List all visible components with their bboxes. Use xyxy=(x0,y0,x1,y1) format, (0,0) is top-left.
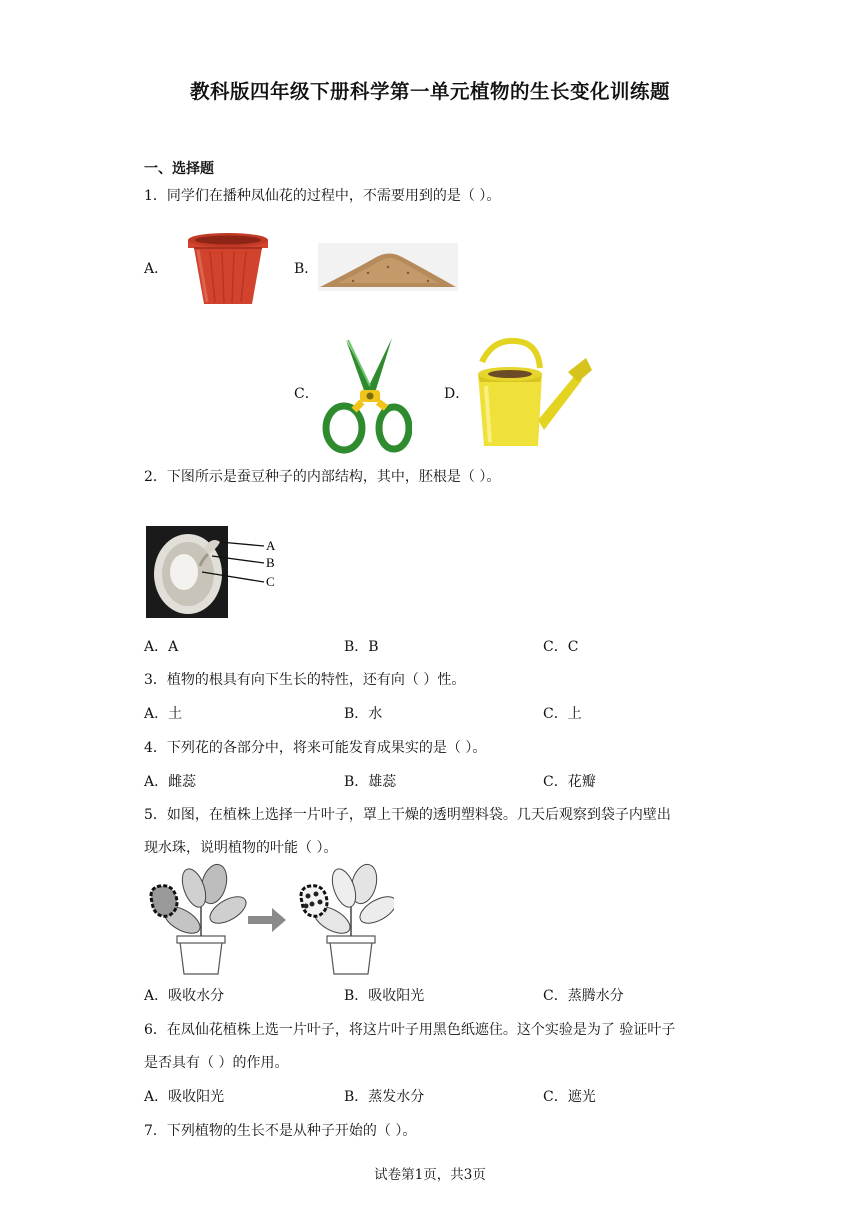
fig-label-a: A xyxy=(266,538,276,553)
question-4-text: 4．下列花的各部分中，将来可能发育成果实的是（ ）。 xyxy=(144,740,487,756)
question-6-line-2: 是否具有（ ）的作用。 xyxy=(144,1055,289,1071)
q1-option-c-label: C． xyxy=(294,386,319,402)
page-title: 教科版四年级下册科学第一单元植物的生长变化训练题 xyxy=(189,80,670,103)
q3-option-c: C．上 xyxy=(543,706,582,722)
q3-option-a: A．土 xyxy=(144,706,183,722)
q1-option-d-label: D． xyxy=(444,386,470,402)
question-3-text: 3．植物的根具有向下生长的特性，还有向（ ）性。 xyxy=(144,672,466,688)
q5-option-c: C．蒸腾水分 xyxy=(543,988,624,1004)
soil-pile-image xyxy=(318,243,458,291)
q5-option-a: A．吸收水分 xyxy=(144,988,225,1004)
flower-pot-image xyxy=(182,226,274,308)
question-5-line-2: 现水珠，说明植物的叶能（ ）。 xyxy=(144,840,338,856)
section-heading: 一、选择题 xyxy=(144,161,214,177)
question-6-line-1: 6．在凤仙花植株上选一片叶子，将这片叶子用黑色纸遮住。这个实验是为了 验证叶子 xyxy=(144,1022,676,1038)
fig-label-c: C xyxy=(266,574,275,589)
question-2-text: 2．下图所示是蚕豆种子的内部结构，其中，胚根是（ ）。 xyxy=(144,469,501,485)
scissors-image xyxy=(320,336,412,454)
q1-option-a-label: A． xyxy=(144,261,169,277)
q2-option-a: A．A xyxy=(144,639,179,655)
q6-option-c: C．遮光 xyxy=(543,1089,596,1105)
q3-option-b: B．水 xyxy=(344,706,383,722)
q5-option-b: B．吸收阳光 xyxy=(344,988,425,1004)
q6-option-a: A．吸收阳光 xyxy=(144,1089,225,1105)
q6-option-b: B．蒸发水分 xyxy=(344,1089,425,1105)
q4-option-c: C．花瓣 xyxy=(543,774,596,790)
q1-option-b-label: B． xyxy=(294,261,319,277)
question-5-line-1: 5．如图，在植株上选择一片叶子，罩上干燥的透明塑料袋。几天后观察到袋子内壁出 xyxy=(144,807,671,823)
q4-option-a: A．雌蕊 xyxy=(144,774,197,790)
page-footer: 试卷第1页，共3页 xyxy=(374,1167,486,1183)
q4-option-b: B．雄蕊 xyxy=(344,774,397,790)
question-1-text: 1．同学们在播种凤仙花的过程中，不需要用到的是（ ）。 xyxy=(144,188,501,204)
q2-option-c: C．C xyxy=(543,639,579,655)
q2-option-b: B．B xyxy=(344,639,379,655)
broad-bean-seed-diagram xyxy=(146,526,286,624)
watering-can-image xyxy=(468,334,594,450)
leaf-bag-experiment-image xyxy=(144,862,394,978)
fig-label-b: B xyxy=(266,555,275,570)
question-7-text: 7．下列植物的生长不是从种子开始的（ ）。 xyxy=(144,1123,417,1139)
